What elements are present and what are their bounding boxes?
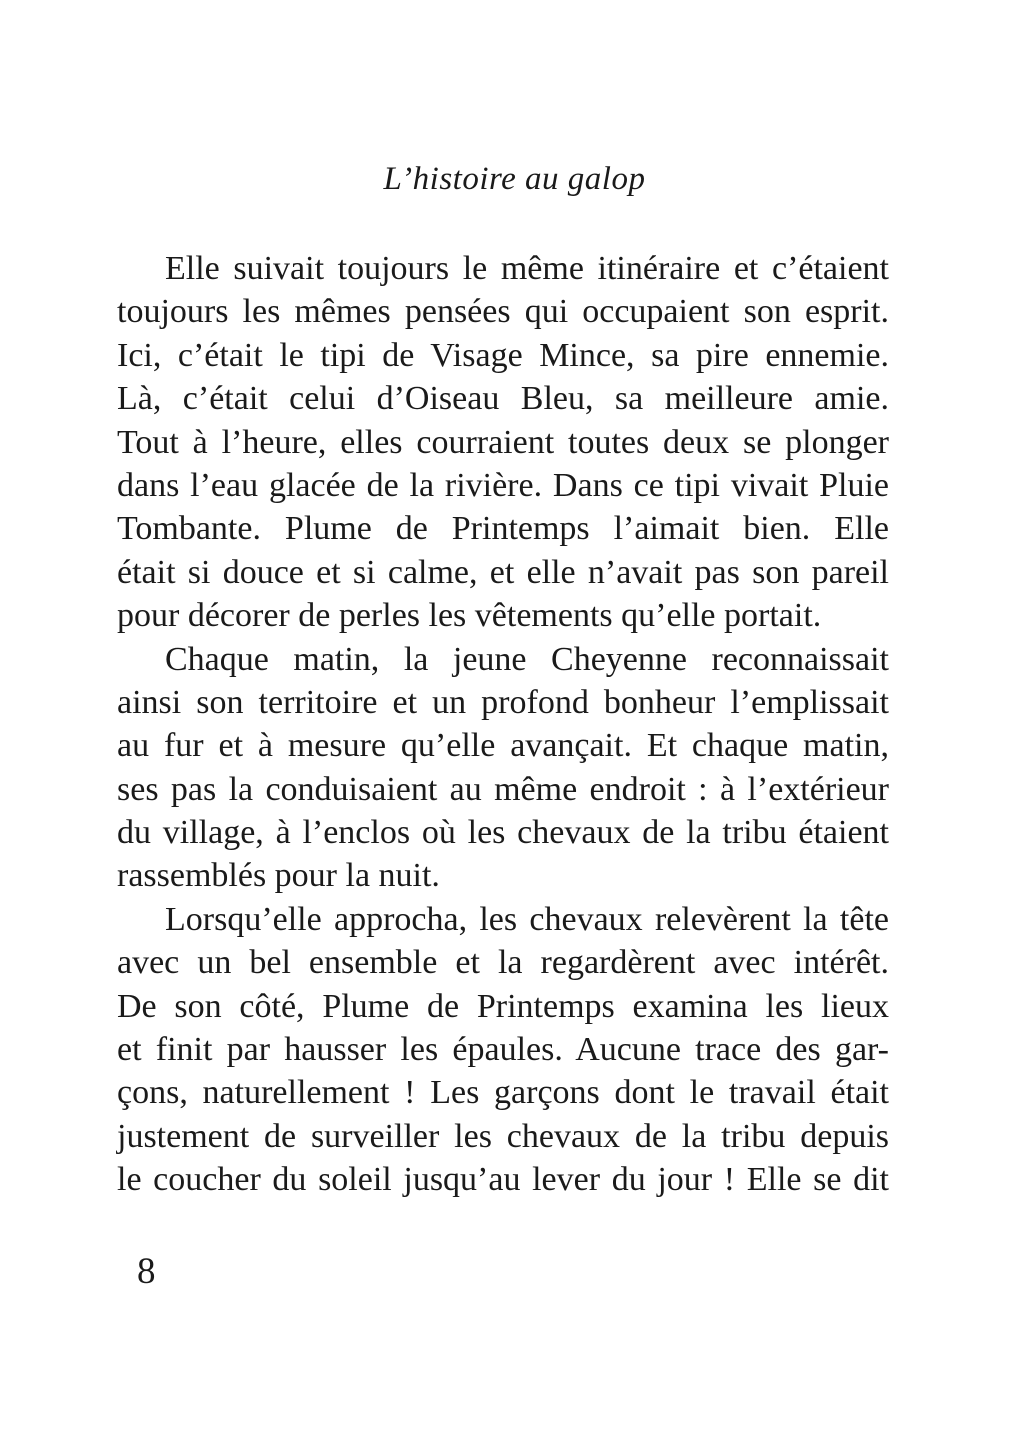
text-line: était si douce et si calme, et elle n’avait pas son pareil	[117, 553, 889, 591]
text-line: justement de surveiller les chevaux de la tribu depuis	[117, 1117, 889, 1155]
text-line: avec un bel ensemble et la regardèrent avec intérêt.	[117, 944, 889, 982]
text-line: Chaque matin, la jeune Cheyenne reconnaissait	[165, 640, 889, 678]
text-line: le coucher du soleil jusqu’au lever du jour ! Elle se dit	[117, 1161, 889, 1199]
text-line: De son côté, Plume de Printemps examina les lieux	[117, 987, 889, 1025]
paragraph-1	[117, 247, 889, 638]
text-line: Là, c’était celui d’Oiseau Bleu, sa meilleure amie.	[117, 380, 889, 418]
text-line: Tombante. Plume de Printemps l’aimait bien. Elle	[117, 510, 889, 548]
text-line: çons, naturellement ! Les garçons dont le travail était	[117, 1074, 889, 1112]
text-line: pour décorer de perles les vêtements qu’elle portait.	[117, 597, 822, 635]
running-header: L’histoire au galop	[383, 161, 646, 197]
text-line: Elle suivait toujours le même itinéraire et c’étaient	[165, 250, 889, 287]
text-line: au fur et à mesure qu’elle avançait. Et chaque matin,	[117, 727, 889, 765]
paragraph-3	[117, 898, 889, 1202]
text-line: Tout à l’heure, elles courraient toutes deux se plonger	[117, 423, 889, 461]
page-number: 8	[137, 1251, 156, 1292]
text-line: ainsi son territoire et un profond bonheur l’emplissait	[117, 683, 889, 721]
text-line: du village, à l’enclos où les chevaux de la tribu étaient	[117, 814, 889, 852]
text-line: Ici, c’était le tipi de Visage Mince, sa pire ennemie.	[117, 336, 889, 374]
paragraph-2	[117, 638, 889, 898]
text-line: ses pas la conduisaient au même endroit : à l’extérieur	[117, 770, 889, 808]
page-body	[117, 247, 889, 1202]
text-line: rassemblés pour la nuit.	[117, 857, 440, 895]
text-line: toujours les mêmes pensées qui occupaient son esprit.	[117, 293, 889, 331]
text-line: et finit par hausser les épaules. Aucune trace des gar-	[117, 1031, 889, 1069]
text-line: dans l’eau glacée de la rivière. Dans ce tipi vivait Pluie	[117, 466, 889, 504]
text-line: Lorsqu’elle approcha, les chevaux relevèrent la tête	[165, 900, 889, 938]
